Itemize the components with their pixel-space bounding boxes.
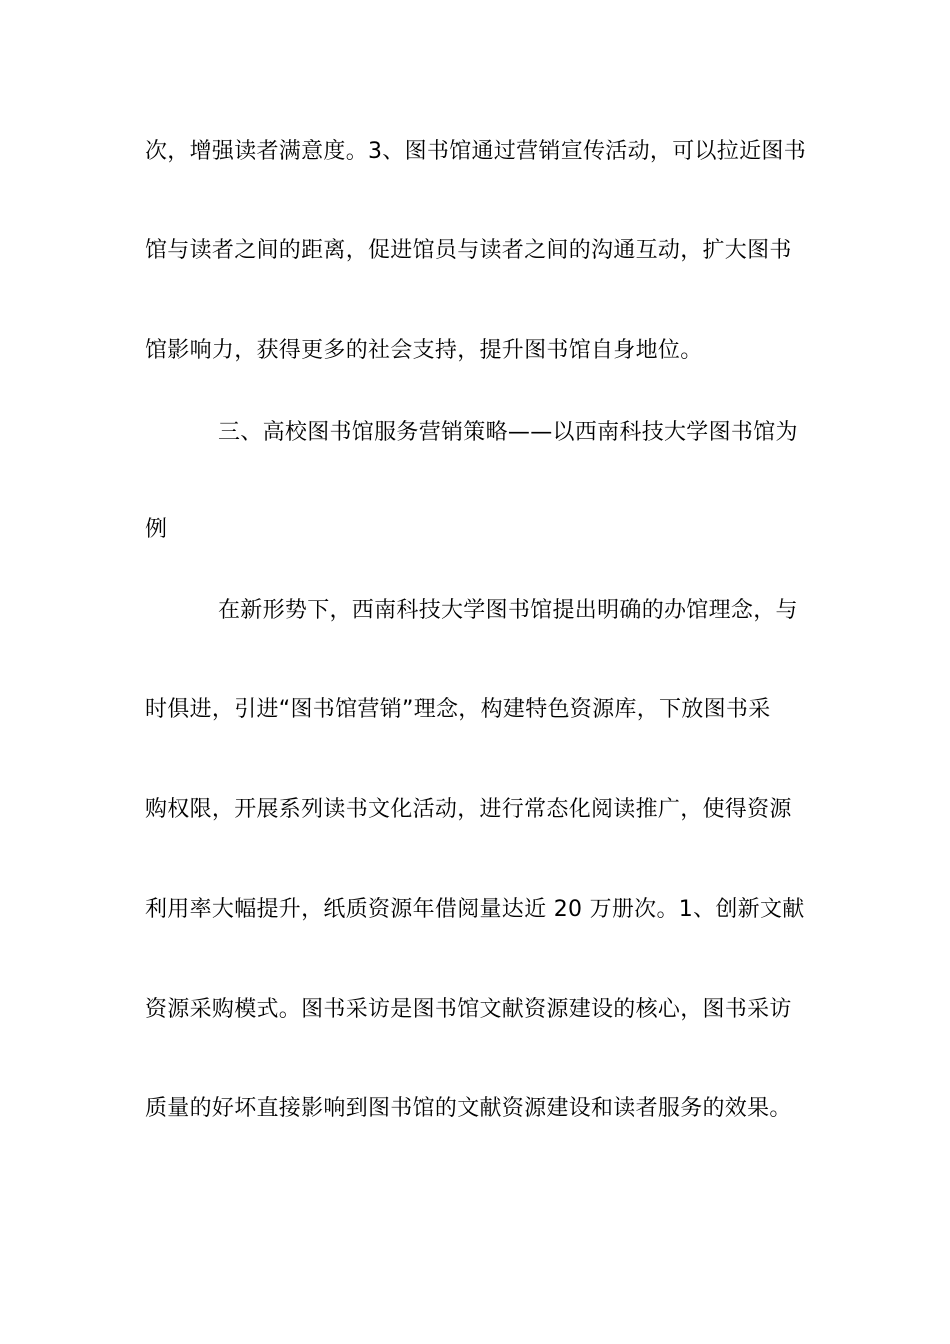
text-line-3: 馆影响力，获得更多的社会支持，提升图书馆自身地位。 — [145, 338, 703, 363]
paragraph-line-1: 在新形势下，西南科技大学图书馆提出明确的办馆理念，与 — [218, 598, 798, 623]
section-heading: 三、高校图书馆服务营销策略——以西南科技大学图书馆为 — [218, 420, 798, 445]
paragraph-line-4: 利用率大幅提升，纸质资源年借阅量达近 20 万册次。1、创新文献 — [145, 897, 805, 922]
section-heading-continued: 例 — [145, 517, 168, 542]
paragraph-line-3: 购权限，开展系列读书文化活动，进行常态化阅读推广，使得资源 — [145, 797, 792, 822]
text-line-2: 馆与读者之间的距离，促进馆员与读者之间的沟通互动，扩大图书 — [145, 238, 792, 263]
paragraph-line-5: 资源采购模式。图书采访是图书馆文献资源建设的核心，图书采访 — [145, 997, 792, 1022]
text-line-1: 次，增强读者满意度。3、图书馆通过营销宣传活动，可以拉近图书 — [145, 139, 806, 164]
paragraph-line-6: 质量的好坏直接影响到图书馆的文献资源建设和读者服务的效果。 — [145, 1096, 792, 1121]
paragraph-line-2: 时俱进，引进“图书馆营销”理念，构建特色资源库，下放图书采 — [145, 697, 771, 722]
